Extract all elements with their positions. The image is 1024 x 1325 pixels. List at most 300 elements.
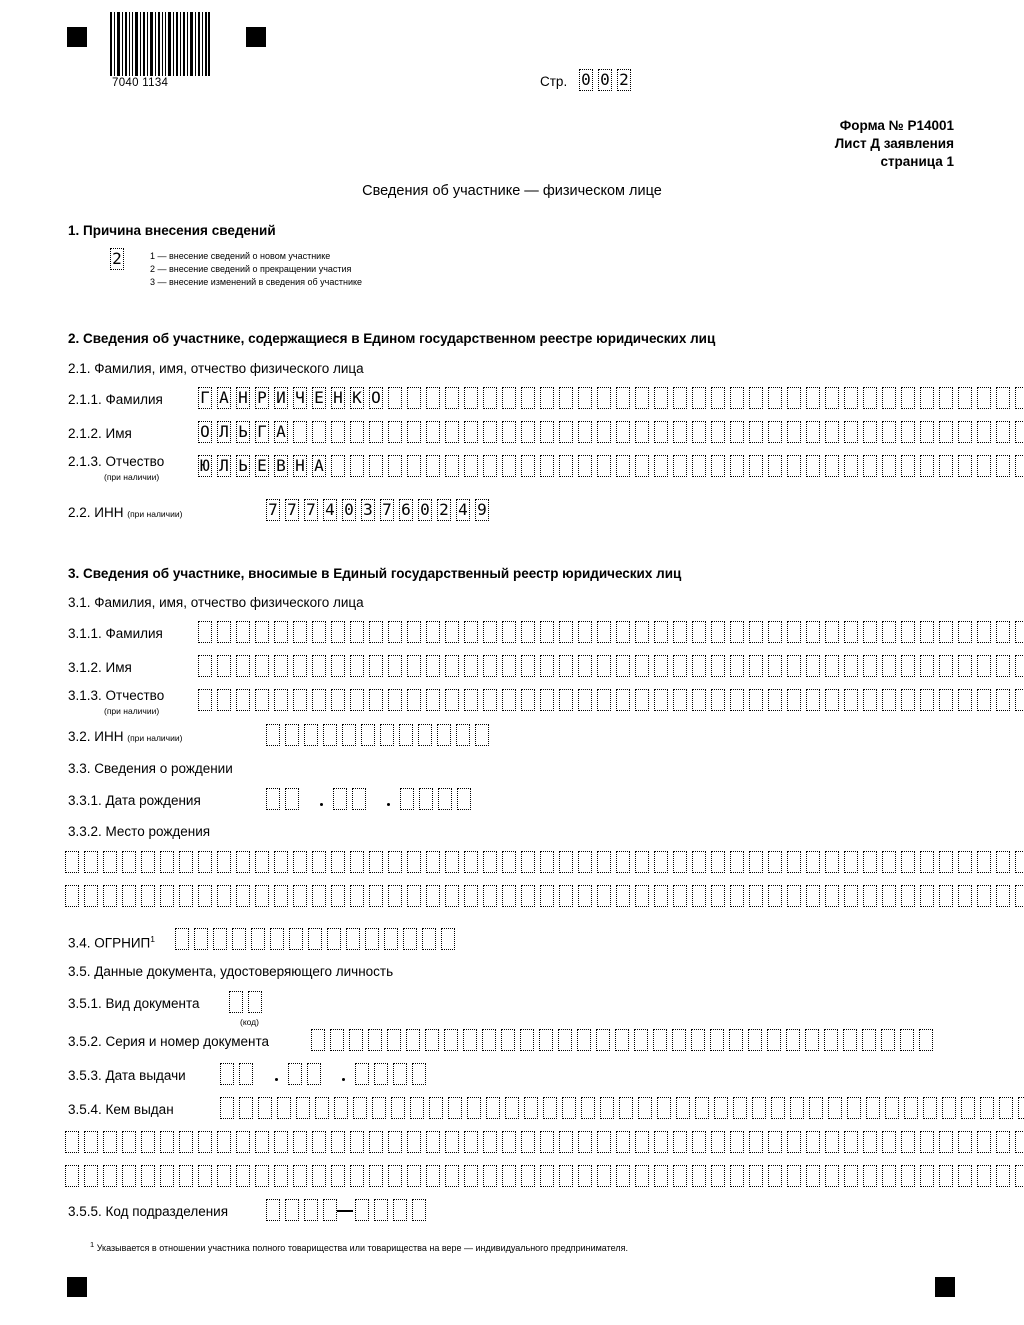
char-cell[interactable] (615, 1029, 629, 1051)
char-cell[interactable] (939, 421, 953, 443)
char-cell[interactable] (426, 851, 440, 873)
char-cell[interactable] (194, 928, 208, 950)
char-cell[interactable] (483, 455, 497, 477)
char-cell[interactable] (437, 724, 451, 746)
s2-surname-cells[interactable] (198, 387, 1024, 409)
char-cell[interactable] (654, 1131, 668, 1153)
char-cell[interactable] (920, 421, 934, 443)
char-cell[interactable] (502, 1165, 516, 1187)
char-cell[interactable] (559, 1131, 573, 1153)
char-cell[interactable] (692, 851, 706, 873)
char-cell[interactable] (749, 1131, 763, 1153)
char-cell[interactable] (635, 655, 649, 677)
char-cell[interactable] (65, 851, 79, 873)
char-cell[interactable] (540, 621, 554, 643)
char-cell[interactable] (790, 1097, 804, 1119)
char-cell[interactable] (426, 421, 440, 443)
char-cell[interactable] (426, 621, 440, 643)
char-cell[interactable] (616, 387, 630, 409)
char-cell[interactable] (673, 387, 687, 409)
char-cell[interactable] (464, 885, 478, 907)
char-cell[interactable] (270, 928, 284, 950)
char-cell[interactable] (407, 851, 421, 873)
char-cell[interactable] (559, 885, 573, 907)
char-cell[interactable] (996, 851, 1010, 873)
char-cell[interactable] (654, 387, 668, 409)
char-cell[interactable] (464, 1165, 478, 1187)
char-cell[interactable] (255, 885, 269, 907)
char-cell[interactable]: Ч (293, 387, 307, 409)
char-cell[interactable] (920, 387, 934, 409)
char-cell[interactable] (198, 621, 212, 643)
char-cell[interactable] (730, 421, 744, 443)
char-cell[interactable] (521, 455, 535, 477)
char-cell[interactable] (198, 689, 212, 711)
char-cell[interactable] (596, 1029, 610, 1051)
char-cell[interactable] (445, 387, 459, 409)
char-cell[interactable] (448, 1097, 462, 1119)
char-cell[interactable] (483, 885, 497, 907)
char-cell[interactable] (654, 621, 668, 643)
char-cell[interactable] (730, 1165, 744, 1187)
char-cell[interactable] (882, 455, 896, 477)
char-cell[interactable] (939, 1131, 953, 1153)
char-cell[interactable] (559, 1165, 573, 1187)
char-cell[interactable] (217, 1165, 231, 1187)
char-cell[interactable] (635, 689, 649, 711)
char-cell[interactable] (482, 1029, 496, 1051)
char-cell[interactable] (616, 455, 630, 477)
char-cell[interactable] (312, 621, 326, 643)
char-cell[interactable] (266, 1199, 280, 1221)
char-cell[interactable] (293, 655, 307, 677)
char-cell[interactable] (559, 455, 573, 477)
char-cell[interactable] (346, 928, 360, 950)
char-cell[interactable] (958, 455, 972, 477)
char-cell[interactable] (977, 621, 991, 643)
char-cell[interactable] (350, 655, 364, 677)
char-cell[interactable] (483, 387, 497, 409)
char-cell[interactable] (863, 1131, 877, 1153)
char-cell[interactable] (882, 655, 896, 677)
char-cell[interactable] (426, 655, 440, 677)
char-cell[interactable] (634, 1029, 648, 1051)
char-cell[interactable] (692, 1165, 706, 1187)
char-cell[interactable] (768, 851, 782, 873)
char-cell[interactable] (350, 1131, 364, 1153)
char-cell[interactable] (315, 1097, 329, 1119)
char-cell[interactable] (882, 851, 896, 873)
char-cell[interactable] (673, 851, 687, 873)
char-cell[interactable] (540, 689, 554, 711)
char-cell[interactable] (958, 1131, 972, 1153)
char-cell[interactable] (293, 621, 307, 643)
char-cell[interactable] (749, 455, 763, 477)
char-cell[interactable] (711, 689, 725, 711)
char-cell[interactable] (673, 655, 687, 677)
char-cell[interactable] (445, 1165, 459, 1187)
char-cell[interactable] (407, 689, 421, 711)
char-cell[interactable] (901, 387, 915, 409)
char-cell[interactable] (920, 621, 934, 643)
s3-inn-cells[interactable] (266, 724, 489, 746)
char-cell[interactable] (692, 1131, 706, 1153)
char-cell[interactable] (768, 421, 782, 443)
char-cell[interactable] (220, 1097, 234, 1119)
char-cell[interactable] (901, 689, 915, 711)
char-cell[interactable] (657, 1097, 671, 1119)
char-cell[interactable] (882, 885, 896, 907)
char-cell[interactable] (768, 1131, 782, 1153)
char-cell[interactable] (901, 851, 915, 873)
char-cell[interactable] (578, 689, 592, 711)
char-cell[interactable] (483, 1165, 497, 1187)
char-cell[interactable] (939, 885, 953, 907)
char-cell[interactable] (806, 689, 820, 711)
char-cell[interactable] (559, 421, 573, 443)
char-cell[interactable] (407, 455, 421, 477)
char-cell[interactable] (692, 655, 706, 677)
char-cell[interactable] (445, 851, 459, 873)
char-cell[interactable] (236, 1165, 250, 1187)
char-cell[interactable] (635, 621, 649, 643)
char-cell[interactable] (771, 1097, 785, 1119)
char-cell[interactable] (825, 455, 839, 477)
char-cell[interactable] (958, 421, 972, 443)
char-cell[interactable] (958, 1165, 972, 1187)
char-cell[interactable] (331, 851, 345, 873)
char-cell[interactable] (711, 421, 725, 443)
char-cell[interactable] (825, 621, 839, 643)
char-cell[interactable] (559, 387, 573, 409)
char-cell[interactable] (103, 851, 117, 873)
char-cell[interactable] (426, 885, 440, 907)
char-cell[interactable] (179, 1131, 193, 1153)
char-cell[interactable] (600, 1097, 614, 1119)
char-cell[interactable] (330, 1029, 344, 1051)
char-cell[interactable] (331, 885, 345, 907)
char-cell[interactable] (768, 689, 782, 711)
char-cell[interactable] (805, 1029, 819, 1051)
char-cell[interactable] (825, 655, 839, 677)
char-cell[interactable] (334, 1097, 348, 1119)
char-cell[interactable] (103, 1131, 117, 1153)
char-cell[interactable] (520, 1029, 534, 1051)
char-cell[interactable] (961, 1097, 975, 1119)
char-cell[interactable] (331, 655, 345, 677)
char-cell[interactable] (977, 387, 991, 409)
char-cell[interactable] (399, 724, 413, 746)
char-cell[interactable] (901, 1165, 915, 1187)
char-cell[interactable] (673, 621, 687, 643)
char-cell[interactable] (502, 689, 516, 711)
char-cell[interactable] (217, 689, 231, 711)
doc-issuer-cells-row-2[interactable] (65, 1131, 1024, 1153)
char-cell[interactable] (923, 1097, 937, 1119)
char-cell[interactable] (464, 387, 478, 409)
char-cell[interactable]: 0 (342, 499, 356, 521)
char-cell[interactable] (616, 851, 630, 873)
char-cell[interactable] (331, 1165, 345, 1187)
char-cell[interactable] (806, 621, 820, 643)
char-cell[interactable] (441, 928, 455, 950)
char-cell[interactable] (711, 387, 725, 409)
char-cell[interactable] (369, 621, 383, 643)
char-cell[interactable] (730, 885, 744, 907)
char-cell[interactable] (919, 1029, 933, 1051)
char-cell[interactable] (920, 655, 934, 677)
char-cell[interactable] (426, 1131, 440, 1153)
char-cell[interactable] (198, 1131, 212, 1153)
char-cell[interactable] (711, 1131, 725, 1153)
char-cell[interactable] (1015, 689, 1024, 711)
char-cell[interactable] (711, 885, 725, 907)
char-cell[interactable] (654, 689, 668, 711)
char-cell[interactable] (714, 1097, 728, 1119)
char-cell[interactable] (939, 689, 953, 711)
char-cell[interactable] (653, 1029, 667, 1051)
char-cell[interactable] (380, 724, 394, 746)
char-cell[interactable] (939, 387, 953, 409)
char-cell[interactable] (958, 655, 972, 677)
char-cell[interactable] (521, 387, 535, 409)
char-cell[interactable] (198, 851, 212, 873)
char-cell[interactable] (369, 1131, 383, 1153)
doc-year-cells[interactable] (355, 1063, 426, 1085)
char-cell[interactable] (904, 1097, 918, 1119)
char-cell[interactable] (863, 851, 877, 873)
char-cell[interactable]: 7 (285, 499, 299, 521)
char-cell[interactable] (521, 655, 535, 677)
char-cell[interactable] (369, 689, 383, 711)
char-cell[interactable] (384, 928, 398, 950)
char-cell[interactable] (65, 1131, 79, 1153)
char-cell[interactable] (483, 851, 497, 873)
char-cell[interactable] (881, 1029, 895, 1051)
char-cell[interactable] (293, 1131, 307, 1153)
char-cell[interactable] (285, 788, 299, 810)
char-cell[interactable] (787, 621, 801, 643)
char-cell[interactable] (463, 1029, 477, 1051)
char-cell[interactable] (597, 1165, 611, 1187)
s2-inn-cells[interactable] (266, 499, 489, 521)
char-cell[interactable] (844, 1131, 858, 1153)
char-cell[interactable]: А (217, 387, 231, 409)
char-cell[interactable] (824, 1029, 838, 1051)
char-cell[interactable]: Н (293, 455, 307, 477)
char-cell[interactable] (331, 455, 345, 477)
char-cell[interactable] (825, 387, 839, 409)
char-cell[interactable] (141, 851, 155, 873)
char-cell[interactable] (901, 455, 915, 477)
char-cell[interactable]: 6 (399, 499, 413, 521)
char-cell[interactable] (825, 885, 839, 907)
char-cell[interactable] (806, 851, 820, 873)
char-cell[interactable] (977, 1165, 991, 1187)
char-cell[interactable]: Л (217, 455, 231, 477)
char-cell[interactable] (175, 928, 189, 950)
char-cell[interactable] (502, 421, 516, 443)
ogrnip-cells[interactable] (175, 928, 455, 950)
char-cell[interactable] (768, 655, 782, 677)
char-cell[interactable] (768, 455, 782, 477)
char-cell[interactable] (749, 421, 763, 443)
char-cell[interactable] (464, 851, 478, 873)
char-cell[interactable]: 7 (304, 499, 318, 521)
char-cell[interactable] (521, 689, 535, 711)
char-cell[interactable] (730, 455, 744, 477)
char-cell[interactable] (406, 1029, 420, 1051)
char-cell[interactable] (787, 421, 801, 443)
char-cell[interactable] (543, 1097, 557, 1119)
char-cell[interactable] (407, 885, 421, 907)
char-cell[interactable] (711, 1165, 725, 1187)
char-cell[interactable] (412, 1063, 426, 1085)
char-cell[interactable] (1015, 1165, 1024, 1187)
char-cell[interactable] (958, 851, 972, 873)
char-cell[interactable] (429, 1097, 443, 1119)
char-cell[interactable] (464, 689, 478, 711)
char-cell[interactable]: 2 (110, 248, 124, 270)
char-cell[interactable] (393, 1063, 407, 1085)
char-cell[interactable]: О (369, 387, 383, 409)
char-cell[interactable] (787, 689, 801, 711)
char-cell[interactable] (958, 885, 972, 907)
char-cell[interactable] (540, 851, 554, 873)
char-cell[interactable] (540, 1165, 554, 1187)
char-cell[interactable] (844, 1165, 858, 1187)
char-cell[interactable] (407, 387, 421, 409)
char-cell[interactable] (977, 851, 991, 873)
char-cell[interactable]: 2 (437, 499, 451, 521)
char-cell[interactable] (84, 1165, 98, 1187)
char-cell[interactable]: 0 (418, 499, 432, 521)
char-cell[interactable] (673, 1165, 687, 1187)
char-cell[interactable] (847, 1097, 861, 1119)
char-cell[interactable] (787, 655, 801, 677)
char-cell[interactable]: 4 (456, 499, 470, 521)
char-cell[interactable] (236, 689, 250, 711)
char-cell[interactable] (654, 885, 668, 907)
char-cell[interactable] (597, 455, 611, 477)
char-cell[interactable] (464, 621, 478, 643)
s3-patronymic-cells[interactable] (198, 689, 1024, 711)
char-cell[interactable] (521, 1165, 535, 1187)
char-cell[interactable] (483, 655, 497, 677)
char-cell[interactable] (619, 1097, 633, 1119)
char-cell[interactable] (445, 655, 459, 677)
char-cell[interactable] (977, 421, 991, 443)
char-cell[interactable] (65, 1165, 79, 1187)
char-cell[interactable] (179, 851, 193, 873)
char-cell[interactable] (863, 655, 877, 677)
char-cell[interactable] (901, 655, 915, 677)
char-cell[interactable] (635, 455, 649, 477)
char-cell[interactable] (768, 621, 782, 643)
char-cell[interactable] (578, 655, 592, 677)
doc-series-cells[interactable] (311, 1029, 933, 1051)
char-cell[interactable] (673, 421, 687, 443)
char-cell[interactable] (293, 421, 307, 443)
char-cell[interactable] (400, 788, 414, 810)
char-cell[interactable] (467, 1097, 481, 1119)
char-cell[interactable] (730, 655, 744, 677)
char-cell[interactable] (786, 1029, 800, 1051)
char-cell[interactable] (863, 1165, 877, 1187)
char-cell[interactable] (654, 455, 668, 477)
char-cell[interactable] (749, 621, 763, 643)
doc-issuer-cells-row-1[interactable] (220, 1097, 1024, 1119)
char-cell[interactable] (882, 421, 896, 443)
char-cell[interactable] (388, 689, 402, 711)
char-cell[interactable] (809, 1097, 823, 1119)
char-cell[interactable]: Н (331, 387, 345, 409)
char-cell[interactable] (236, 655, 250, 677)
char-cell[interactable] (475, 724, 489, 746)
char-cell[interactable] (141, 1165, 155, 1187)
char-cell[interactable] (977, 1131, 991, 1153)
char-cell[interactable] (274, 1165, 288, 1187)
char-cell[interactable] (289, 928, 303, 950)
char-cell[interactable]: Р (255, 387, 269, 409)
char-cell[interactable] (559, 851, 573, 873)
char-cell[interactable] (996, 885, 1010, 907)
char-cell[interactable] (882, 1165, 896, 1187)
char-cell[interactable]: К (350, 387, 364, 409)
char-cell[interactable] (616, 1165, 630, 1187)
char-cell[interactable] (323, 724, 337, 746)
char-cell[interactable] (1015, 455, 1024, 477)
char-cell[interactable] (787, 1131, 801, 1153)
char-cell[interactable] (426, 689, 440, 711)
char-cell[interactable] (749, 387, 763, 409)
char-cell[interactable] (939, 655, 953, 677)
birth-year-cells[interactable] (400, 788, 471, 810)
char-cell[interactable] (388, 387, 402, 409)
char-cell[interactable] (255, 655, 269, 677)
char-cell[interactable] (863, 387, 877, 409)
char-cell[interactable] (307, 1063, 321, 1085)
birth-place-cells-row-1[interactable] (65, 851, 1024, 873)
char-cell[interactable] (236, 621, 250, 643)
doc-type-cells[interactable] (229, 991, 262, 1013)
char-cell[interactable] (863, 421, 877, 443)
char-cell[interactable] (323, 1199, 337, 1221)
char-cell[interactable] (255, 689, 269, 711)
char-cell[interactable] (578, 1131, 592, 1153)
char-cell[interactable] (749, 689, 763, 711)
char-cell[interactable] (676, 1097, 690, 1119)
char-cell[interactable]: 9 (475, 499, 489, 521)
char-cell[interactable] (407, 1131, 421, 1153)
char-cell[interactable] (266, 788, 280, 810)
char-cell[interactable] (293, 885, 307, 907)
char-cell[interactable] (540, 421, 554, 443)
char-cell[interactable]: Е (312, 387, 326, 409)
char-cell[interactable] (312, 689, 326, 711)
char-cell[interactable] (353, 1097, 367, 1119)
char-cell[interactable] (999, 1097, 1013, 1119)
char-cell[interactable] (635, 1131, 649, 1153)
char-cell[interactable] (232, 928, 246, 950)
char-cell[interactable] (361, 724, 375, 746)
char-cell[interactable] (141, 1131, 155, 1153)
char-cell[interactable] (844, 689, 858, 711)
char-cell[interactable] (355, 1199, 369, 1221)
char-cell[interactable] (996, 387, 1010, 409)
char-cell[interactable] (255, 1165, 269, 1187)
char-cell[interactable] (483, 621, 497, 643)
